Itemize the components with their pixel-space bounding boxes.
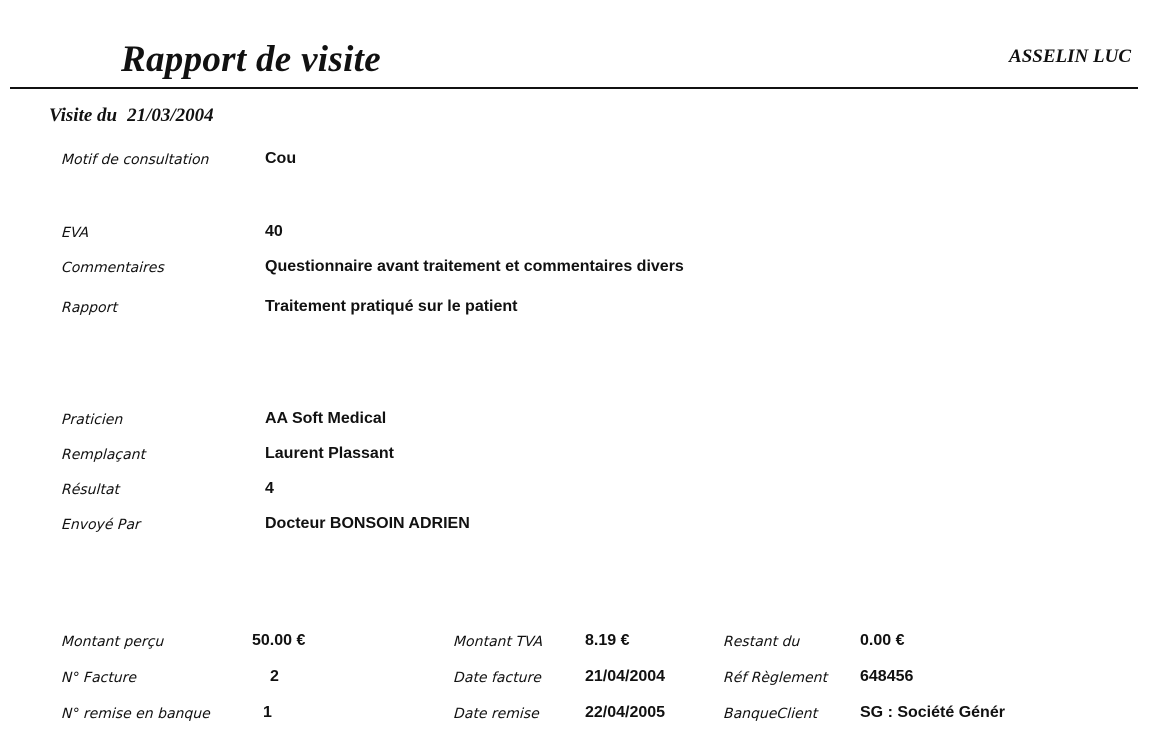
date-remise-value: 22/04/2005 (585, 704, 666, 721)
date-remise-label: Date remise (453, 706, 541, 722)
commentaires-value: Questionnaire avant traitement et commentaires divers (265, 258, 684, 275)
date-facture-label: Date facture (453, 670, 543, 686)
praticien-label: Praticien (61, 412, 124, 428)
eva-label: EVA (61, 225, 90, 241)
banque-label: BanqueClient (723, 706, 819, 722)
facture-value: 2 (270, 668, 279, 685)
page-title: Rapport de visite (121, 39, 381, 80)
eva-value: 40 (265, 223, 283, 240)
ref-reglement-label: Réf Règlement (723, 670, 829, 686)
header-divider (10, 87, 1138, 89)
motif-label: Motif de consultation (61, 152, 210, 168)
visit-date: 21/03/2004 (127, 105, 214, 126)
resultat-value: 4 (265, 480, 274, 497)
visit-label: Visite du (49, 105, 118, 126)
montant-percu-label: Montant perçu (61, 634, 165, 650)
remplacant-value: Laurent Plassant (265, 445, 394, 462)
ref-reglement-value: 648456 (860, 668, 914, 685)
montant-tva-label: Montant TVA (453, 634, 544, 650)
restant-du-value: 0.00 € (860, 632, 905, 649)
motif-value: Cou (265, 150, 297, 167)
resultat-label: Résultat (61, 482, 121, 498)
montant-tva-value: 8.19 € (585, 632, 630, 649)
commentaires-label: Commentaires (61, 260, 166, 276)
remise-label: N° remise en banque (61, 706, 212, 722)
restant-du-label: Restant du (723, 634, 801, 650)
praticien-value: AA Soft Medical (265, 410, 387, 427)
patient-name: ASSELIN LUC (1009, 46, 1131, 67)
visit-heading (49, 105, 214, 127)
montant-percu-value: 50.00 € (252, 632, 306, 649)
envoye-value: Docteur BONSOIN ADRIEN (265, 515, 470, 532)
banque-value: SG : Société Génér (860, 704, 1005, 721)
remise-value: 1 (263, 704, 272, 721)
rapport-label: Rapport (61, 300, 119, 316)
envoye-label: Envoyé Par (61, 517, 142, 533)
remplacant-label: Remplaçant (61, 447, 147, 463)
facture-label: N° Facture (61, 670, 138, 686)
date-facture-value: 21/04/2004 (585, 668, 666, 685)
rapport-value: Traitement pratiqué sur le patient (265, 298, 518, 315)
